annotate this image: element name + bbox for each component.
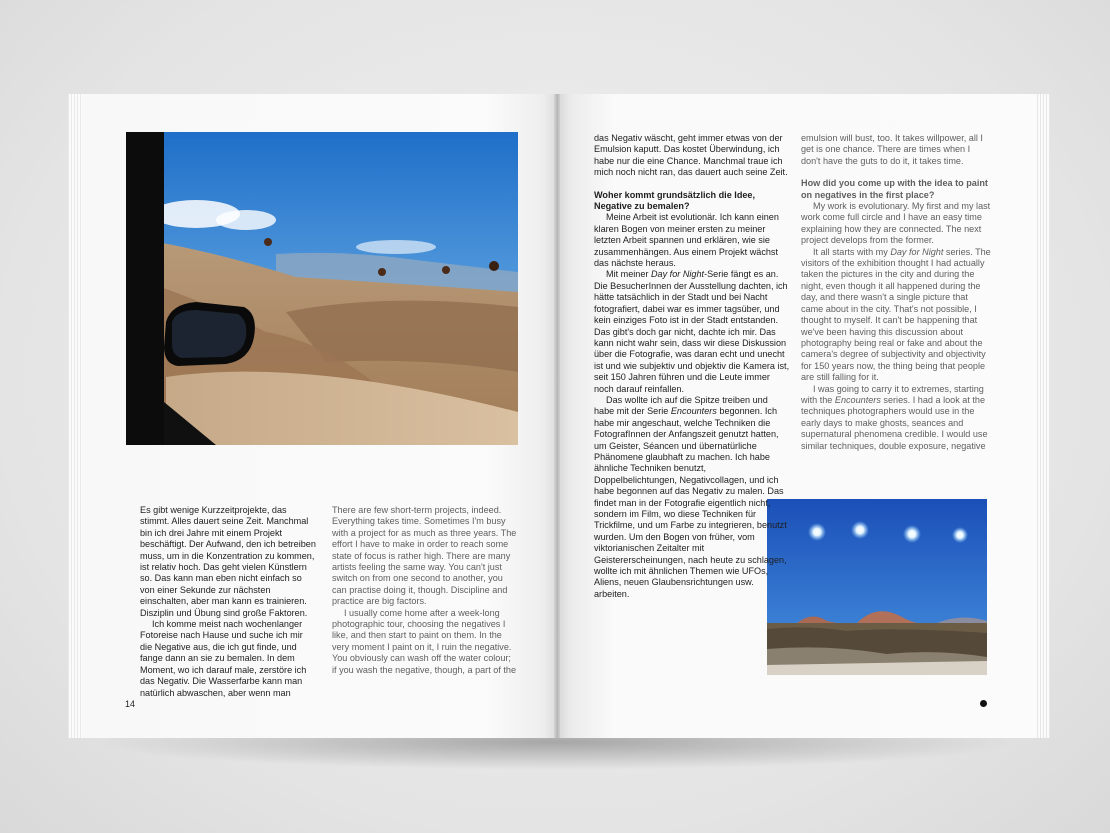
page-number: 14 <box>125 699 136 709</box>
series-title: Encounters <box>670 406 717 417</box>
interview-question: How did you come up with the idea to paint on negatives in the first place? <box>801 178 988 200</box>
page-marker-dot <box>980 700 987 707</box>
english-text-column-right <box>801 133 991 452</box>
german-text-column-right <box>594 133 790 600</box>
paragraph: Ich komme meist nach wochenlanger Fotoreise nach Hause und suche ich mir die Negative aus, die ich gut finde, und fange dann an sie zu bemalen. In dem Moment, wo ich darauf male, zerstöre ich das Negativ. Die Wasserfarbe kann man natürlich abwaschen, aber wenn man <box>140 619 307 698</box>
german-text-column-left <box>140 505 316 699</box>
paragraph: There are few short-term projects, indeed. Everything takes time. Sometimes I'm busy with a project for as much as three years. The effort I have to make in order to reach some state of focus is rather high. There are many artists feeling the same way. You can't just switch on from one second to another, you can practise doing it, though. Discipline and practice are big factors. <box>332 505 517 607</box>
paragraph: I usually come home after a week-long photographic tour, choosing the negatives I like, and then start to paint on them. In the very moment I paint on it, I ruin the negative. You obviously can wash off the water colour; if you wash the negative, though, a part of the <box>332 607 517 675</box>
series-title: Day for Night <box>650 269 705 280</box>
series-title: Encounters <box>834 394 881 405</box>
paragraph: My work is evolutionary. My first and my last work come full circle and I have an easy time explaining how they are connected. The next project develops from the former. <box>801 201 991 246</box>
paragraph: I was going to carry it to extremes, starting with the Encounters series. I had a look at the techniques photographers would use in the early days to make ghosts, seances and supernatural phenomena credible. I would use similar techniques, double exposure, negative <box>801 383 988 451</box>
paragraph: Meine Arbeit ist evolutionär. Ich kann einen klaren Bogen von meiner ersten zu meiner letzten Arbeit spannen und erklären, wie sie zusammenhängen. Aus einem Projekt wächst das nächste heraus. <box>594 212 779 269</box>
desert-car-window-photo <box>126 132 518 445</box>
paragraph: It all starts with my Day for Night series. The visitors of the exhibition thought I had actually taken the pictures in the city and during the night, even though it all happened during the day, and there wasn't a single picture that came about in the city. That's not possible, I thought to myself. It can't be happening that we've been having this discussion about photography being real or fake and about the camera's degree of subjectivity and objectivity for 150 years now, the thing being that people are still falling for it. <box>801 246 991 383</box>
book-gutter <box>554 94 560 738</box>
paragraph: Mit meiner Day for Night-Serie fängt es an. Die BesucherInnen der Ausstellung dachten, ich hätte tatsächlich in der Stadt und bei Nacht fotografiert, dabei war es immer tagsüber, und kein einziges Foto ist in der Stadt entstanden. Das gibt's doch gar nicht, dachte ich mir. Das kann nicht wahr sein, dass wir diese Diskussion über die Fotografie, was daran echt und unecht ist und wie subjektiv und objektiv die Kamera ist, seit 150 Jahren führen und die Leute immer noch darauf reinfallen. <box>594 269 790 394</box>
paragraph: emulsion will bust, too. It takes willpower, all I get is one chance. There are times when I don't have the guts to do it, it takes time. <box>801 133 983 166</box>
series-title: Day for Night <box>890 246 944 257</box>
paragraph: Das wollte ich auf die Spitze treiben und habe mit der Serie Encounters begonnen. Ich habe mir angeschaut, welche Techniken die FotografInnen der Anfangszeit genutzt hatten, um Geister, Séancen und übernatürliche Phänomene glaubhaft zu machen. Ich habe ähnliche Techniken benutzt, Doppelbelichtungen, Negativcollagen, und ich habe begonnen auf das Negativ zu malen. Das findet man in der Fotografie eigentlich nicht, sondern im Film, wo diese Techniken für Trickfilme, und um Farbe zu integrieren, benutzt wurden. Um den Bogen von früher, vom viktorianischen Zeitalter mit Geistererscheinungen, nach heute zu schlagen, wollte ich mit ähnlichen Themen wie UFOs, Aliens, neuen Glaubensrichtungen usw. arbeiten. <box>594 394 787 599</box>
paragraph: Es gibt wenige Kurzzeitprojekte, das stimmt. Alles dauert seine Zeit. Manchmal bin ich drei Jahre mit einem Projekt beschäftigt. Der Aufwand, den ich betreiben muss, um in die Konzentration zu kommen, ist relativ hoch. Das geht vielen Künstlern so. Das kann man eben nicht einfach so von einer Sekunde zur nächsten einschalten, aber man kann es trainieren. Disziplin und Übung sind große Faktoren. <box>140 505 316 618</box>
open-magazine <box>68 94 1050 738</box>
english-text-column-left <box>332 505 518 676</box>
desert-lights-photo <box>767 499 987 675</box>
interview-question: Woher kommt grundsätzlich die Idee, Negative zu bemalen? <box>594 189 756 212</box>
paragraph: das Negativ wäscht, geht immer etwas von der Emulsion kaputt. Das kostet Überwindung, ich habe nur die eine Chance. Manchmal traue ich mich noch nicht ran, das dauert auch seine Zeit. <box>594 133 788 178</box>
